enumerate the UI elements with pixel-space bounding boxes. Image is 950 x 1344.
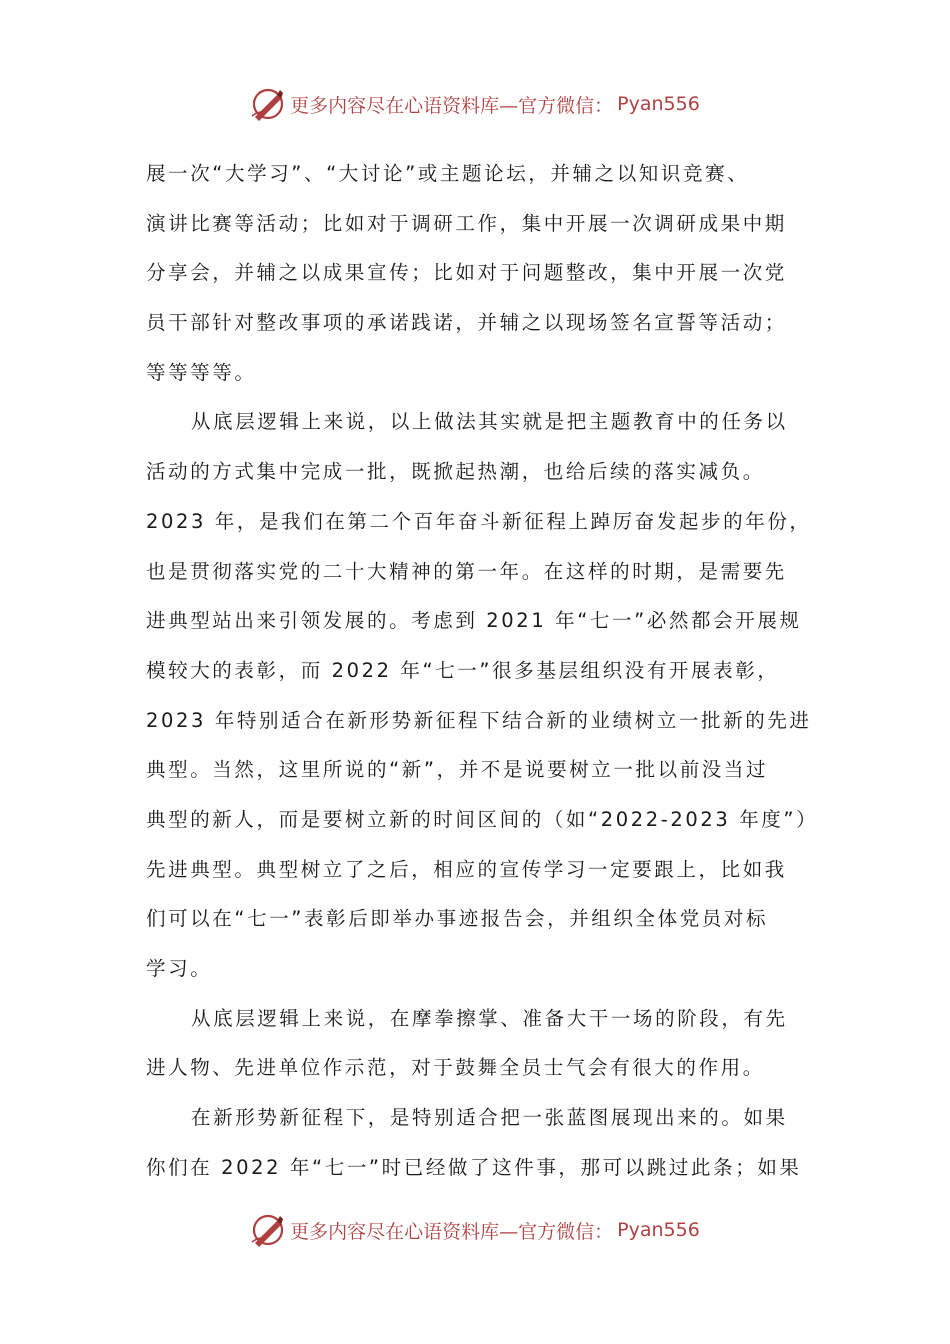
text-line: 演讲比赛等活动；比如对于调研工作，集中开展一次调研成果中期: [146, 211, 787, 235]
text-line: 2023 年特别适合在新形势新征程下结合新的业绩树立一批新的先进: [146, 708, 812, 732]
text-line: 活动的方式集中完成一批，既掀起热潮，也给后续的落实减负。: [146, 460, 765, 484]
text-line: 你们在 2022 年“七一”时已经做了这件事，那可以跳过此条；如果: [146, 1155, 802, 1179]
text-line: 进人物、先进单位作示范，对于鼓舞全员士气会有很大的作用。: [146, 1056, 765, 1080]
text-line: 学习。: [146, 957, 213, 980]
text-line: 进典型站出来引领发展的。考虑到 2021 年“七一”必然都会开展规: [146, 609, 802, 633]
paragraph-start-line: 从底层逻辑上来说，在摩拳擦掌、准备大干一场的阶段，有先: [191, 1006, 788, 1030]
footer-banner-text: 更多内容尽在心语资料库—官方微信：: [290, 1220, 614, 1243]
text-line: 等等等等。: [146, 360, 257, 384]
text-line: 典型。当然，这里所说的“新”，并不是说要树立一批以前没当过: [146, 758, 769, 782]
pen-logo-icon: [250, 1212, 286, 1248]
text-line: 2023 年，是我们在第二个百年奋斗新征程上踔厉奋发起步的年份，: [146, 509, 812, 533]
text-line: 分享会，并辅之以成果宣传；比如对于问题整改，集中开展一次党: [146, 261, 787, 285]
header-wechat-id: Pyan556: [617, 93, 700, 115]
text-line: 们可以在“七一”表彰后即举办事迹报告会，并组织全体党员对标: [146, 907, 769, 931]
pen-logo-icon: [250, 86, 286, 122]
footer-wechat-id: Pyan556: [617, 1219, 700, 1241]
text-line: 员干部针对整改事项的承诺践诺，并辅之以现场签名宣誓等活动；: [146, 311, 787, 335]
footer-banner: [0, 1210, 950, 1250]
text-line: 模较大的表彰，而 2022 年“七一”很多基层组织没有开展表彰，: [146, 658, 780, 682]
document-body: [146, 149, 819, 1192]
paragraph-start-line: 从底层逻辑上来说，以上做法其实就是把主题教育中的任务以: [191, 410, 788, 434]
header-banner: [0, 84, 950, 124]
text-line: 先进典型。典型树立了之后，相应的宣传学习一定要跟上，比如我: [146, 857, 787, 881]
text-line: 也是贯彻落实党的二十大精神的第一年。在这样的时期，是需要先: [146, 559, 787, 583]
paragraph-start-line: 在新形势新征程下，是特别适合把一张蓝图展现出来的。如果: [191, 1106, 788, 1130]
header-banner-text: 更多内容尽在心语资料库—官方微信：: [290, 94, 614, 117]
text-line: 展一次“大学习”、“大讨论”或主题论坛，并辅之以知识竞赛、: [146, 162, 750, 185]
text-line: 典型的新人，而是要树立新的时间区间的（如“2022-2023 年度”）: [146, 807, 819, 831]
